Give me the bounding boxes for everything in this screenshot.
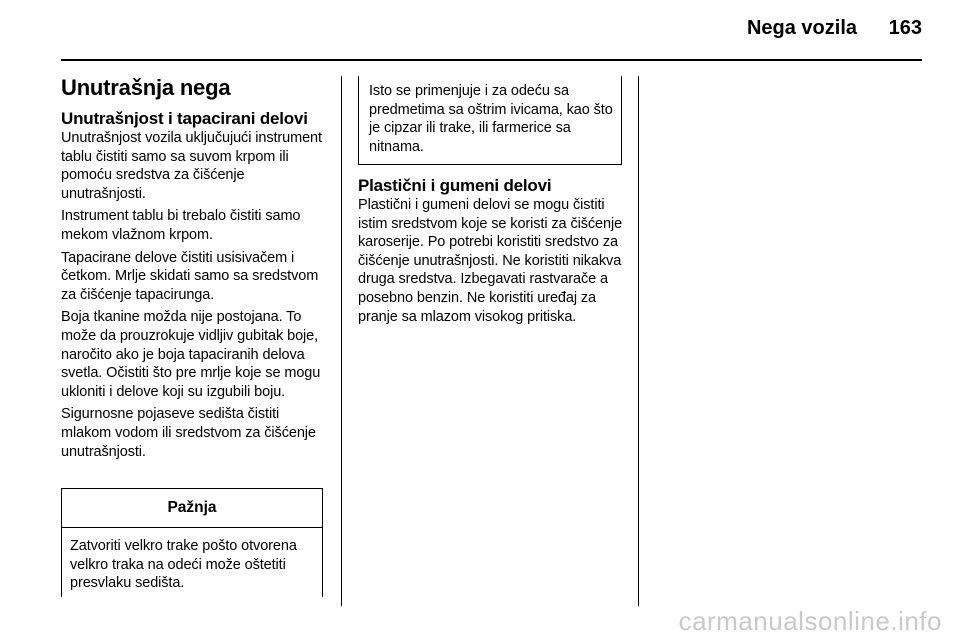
column-divider-right <box>638 76 639 606</box>
notice-box <box>61 488 323 597</box>
subsection-title-interior: Unutrašnjost i tapacirani delovi <box>61 109 308 128</box>
page-number: 163 <box>888 17 922 39</box>
right-column-text <box>358 176 624 330</box>
paragraph: Sigurnosne pojaseve sedišta čistiti mlakom vodom ili sredstvom za čišćenje unutrašnjosti. <box>61 406 316 460</box>
column-divider-left <box>341 76 342 606</box>
notice-body: Zatvoriti velkro trake pošto otvorena velkro traka na odeći može oštetiti presvlaku sedišta. <box>70 538 297 592</box>
notice-heading: Pažnja <box>62 489 322 528</box>
section-title: Unutrašnja nega <box>61 75 231 100</box>
watermark: carmanualsonline.info <box>678 606 942 636</box>
paragraph: Plastični i gumeni delovi se mogu čistiti istim sredstvom koje se koristi za čišćenje karoserije. Po potrebi koristiti sredstvo za čišćenje unutrašnjosti. Ne koristiti nikakva druga sredstva. Izbegavati rastvarače a posebno benzin. Ne koristiti uređaj za pranje sa mlazom visokog pritiska. <box>358 197 623 325</box>
subsection-title-plastic: Plastični i gumeni delovi <box>358 176 552 195</box>
notice-continuation-text: Isto se primenjuje i za odeću sa predmetima sa oštrim ivicama, kao što je cipzar ili trake, ili farmerice sa nitnama. <box>369 83 613 155</box>
paragraph: Instrument tablu bi trebalo čistiti samo mekom vlažnom krpom. <box>61 208 301 243</box>
page-header-title: Nega vozila <box>746 17 857 39</box>
paragraph: Tapacirane delove čistiti usisivačem i četkom. Mrlje skidati samo sa sredstvom za čišćenje tapacirunga. <box>61 249 319 303</box>
paragraph: Boja tkanine možda nije postojana. To može da prouzrokuje vidljiv gubitak boje, naročito ako je boja tapaciranih delova svetla. Očistiti što pre mrlje koje se mogu ukloniti i delove koji su izgubili boju. <box>61 309 321 400</box>
paragraph: Unutrašnjost vozila uključujući instrument tablu čistiti samo sa suvom krpom ili pomoću sredstva za čišćenje unutrašnjosti. <box>61 130 322 202</box>
left-column <box>61 74 326 465</box>
header-rule <box>61 59 922 61</box>
notice-continuation-box <box>358 76 622 165</box>
